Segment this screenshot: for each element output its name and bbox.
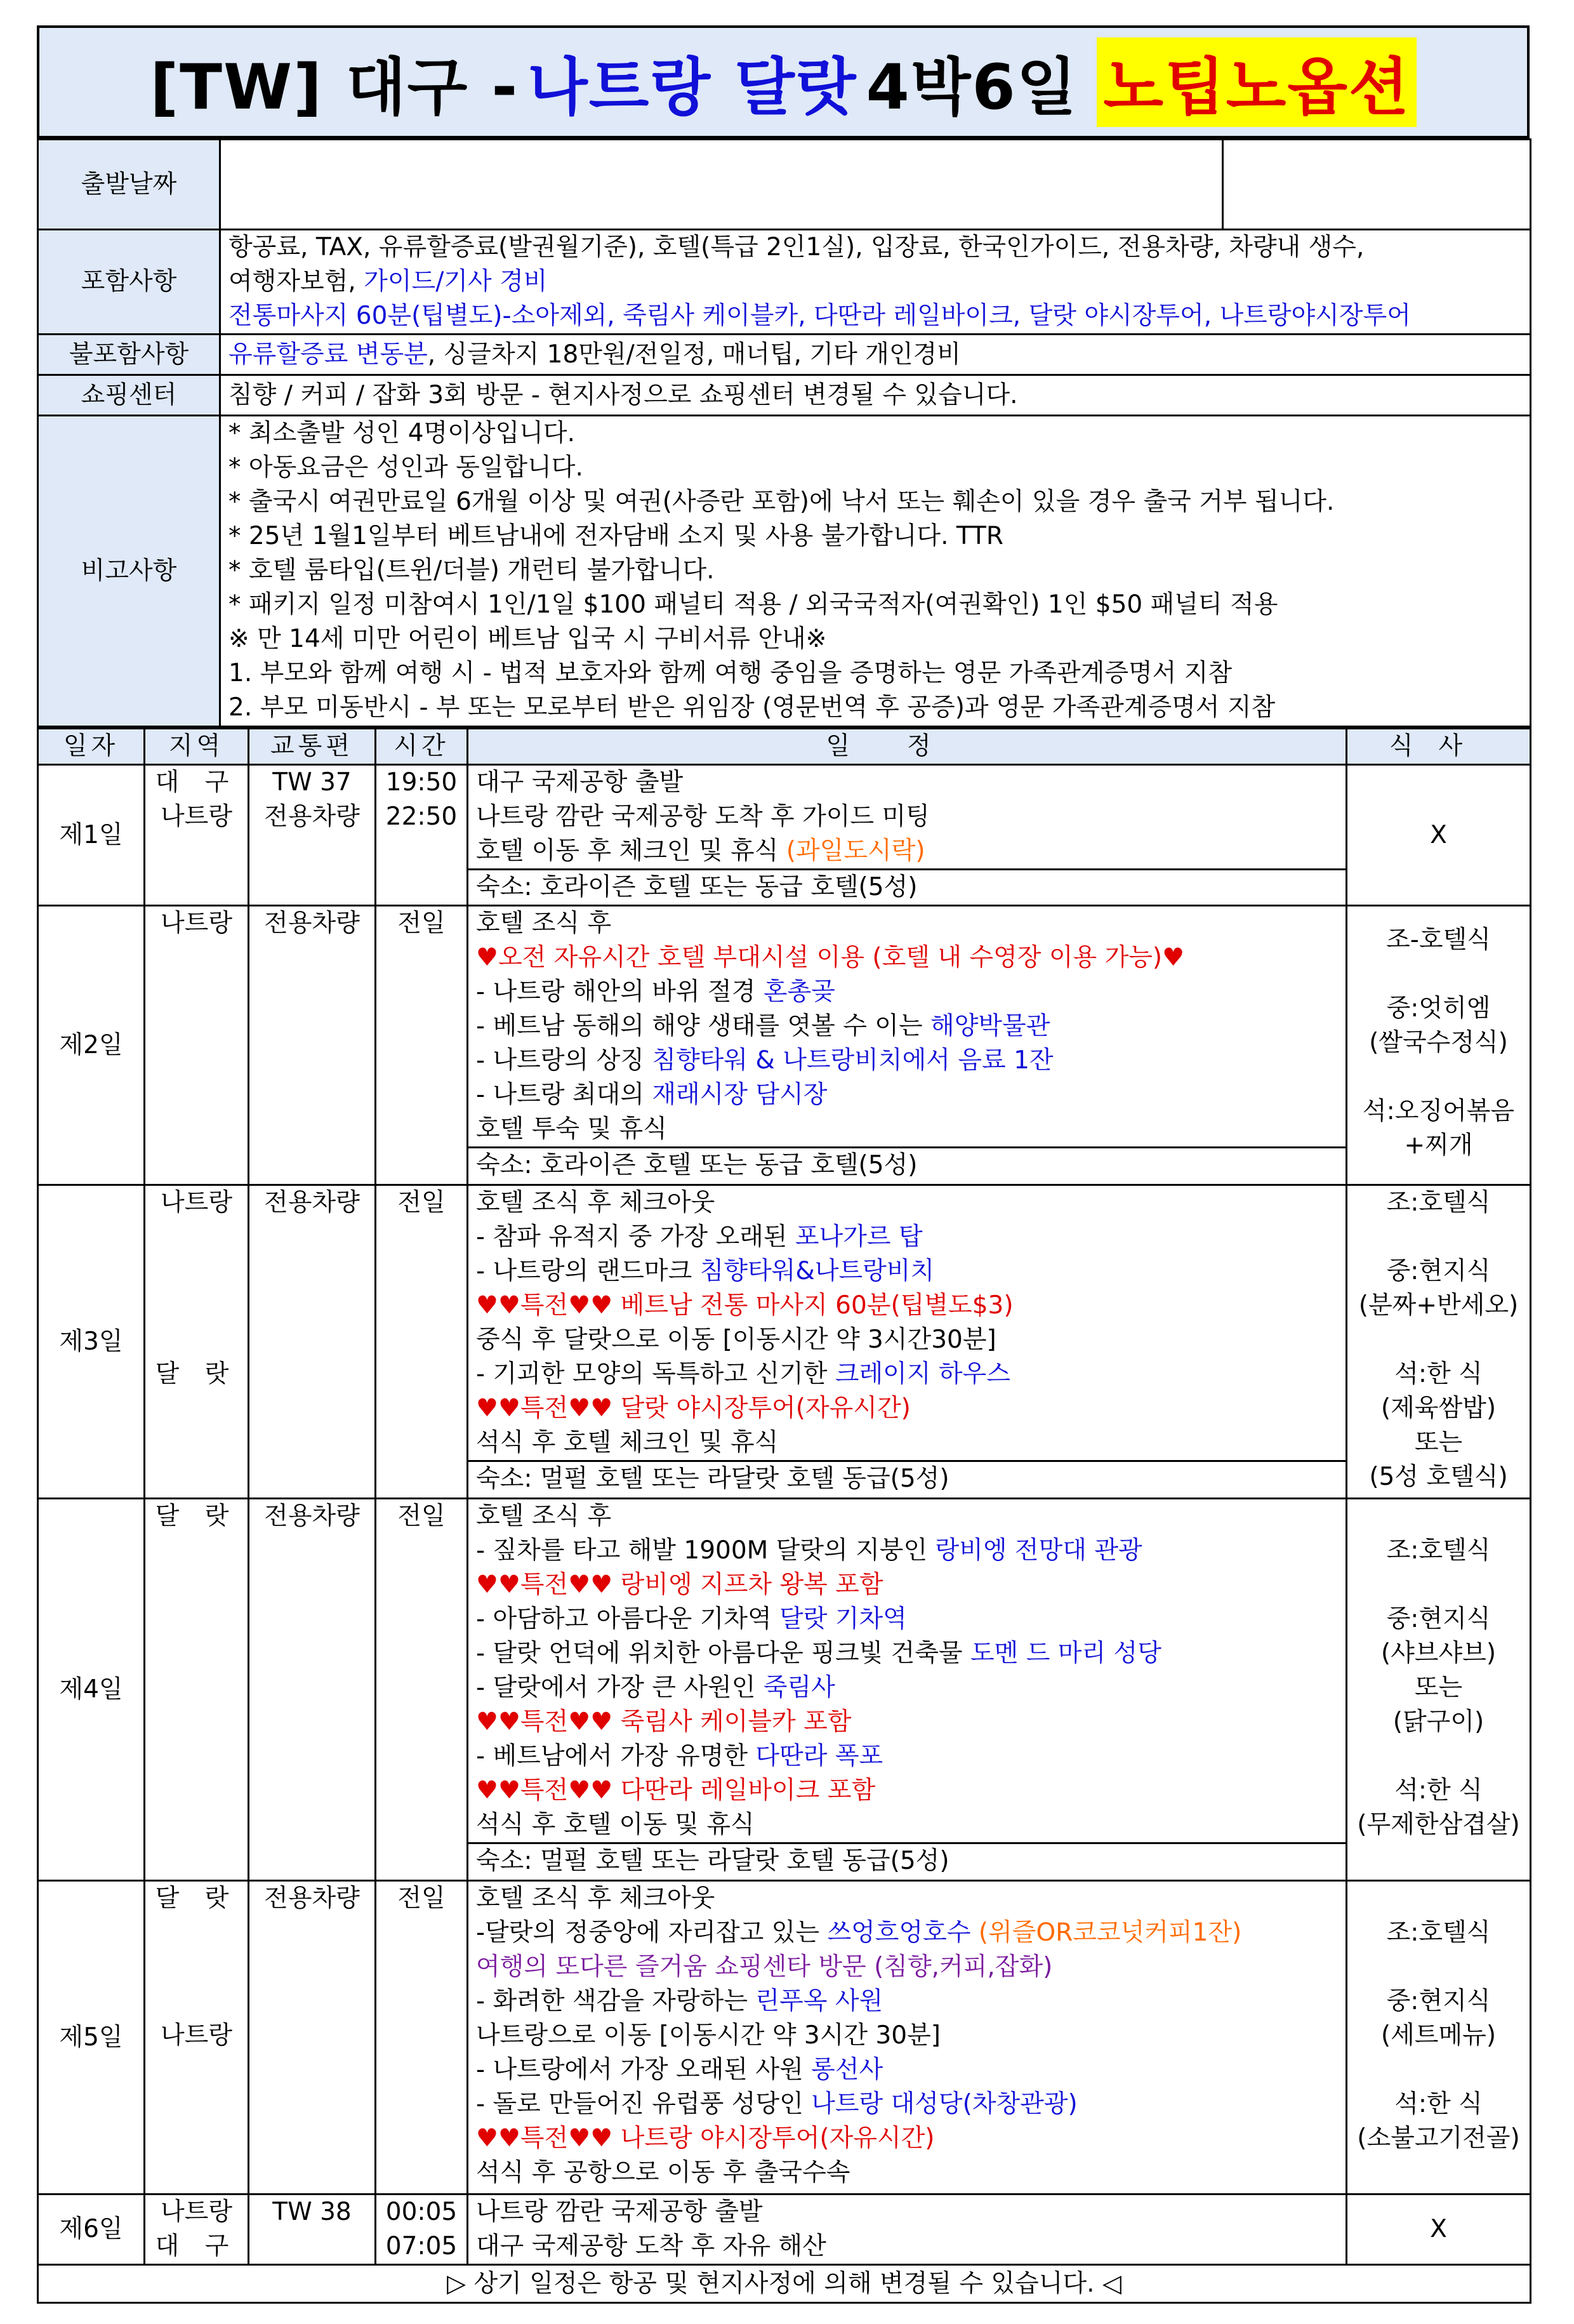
schedule-text: -달랏의 정중앙에 자리잡고 있는 [476,1918,828,1947]
meal-text: 중:현지식 [1386,1605,1491,1633]
day-transport: 전용차량 [249,1881,376,2195]
schedule-highlight: 다딴라 폭포 [755,1742,883,1770]
schedule-text: - 달랏 언덕에 위치한 아름다운 핑크빛 건축물 [476,1639,970,1668]
day-label: 제5일 [38,1881,145,2195]
day-row [38,1881,1531,2195]
day-schedule [468,906,1347,1185]
schedule-line [476,1637,1338,1671]
schedule-line: 대구 국제공항 출발 [476,768,684,797]
itinerary-sheet [37,25,1530,2304]
schedule-line: ♥오전 자유시간 호텔 부대시설 이용 (호텔 내 수영장 이용 가능)♥ [476,943,1185,972]
day-transport: 전용차량 [249,1185,376,1499]
schedule-highlight: 쓰엉흐엉호수 [827,1918,979,1947]
meal-text: 또는 [1414,1673,1463,1702]
schedule-text: - 나트랑 해안의 바위 절경 [476,978,764,1006]
day-time: 전일 [376,1499,468,1881]
schedule-line [476,1254,1338,1289]
exclude-content [220,335,1531,375]
schedule-line: 호텔 조식 후 체크아웃 [476,1884,715,1913]
schedule-highlight: 재래시장 담시장 [652,1080,828,1109]
header-meal: 식사 [1347,729,1531,765]
schedule-line: 대구 국제공항 도착 후 자유 해산 [476,2232,826,2261]
schedule-highlight: 침향타워 & 나트랑비치에서 음료 1잔 [652,1046,1054,1075]
schedule-line: 석식 후 호텔 이동 및 휴식 [476,1810,755,1839]
day-time: 전일 [376,906,468,1185]
schedule-line: 나트랑 깜란 국제공항 도착 후 가이드 미팅 [476,802,930,831]
schedule-highlight: 달랏 기차역 [779,1605,907,1633]
header-region: 지역 [145,729,249,765]
schedule-text: - 달랏에서 가장 큰 사원인 [476,1673,764,1702]
day-label: 제2일 [38,906,145,1185]
schedule-line: 호텔 조식 후 체크아웃 [476,1188,715,1217]
day-region [145,1185,249,1499]
schedule-line [476,1357,1338,1391]
schedule-header-row [38,729,1531,765]
meal-text: 조-호텔식 [1386,926,1491,954]
schedule-line: 나트랑 깜란 국제공항 출발 [476,2198,763,2226]
schedule-line: ♥♥특전♥♥ 베트남 전통 마사지 60분(팁별도$3) [476,1291,1014,1320]
day-region [145,2195,249,2265]
schedule-text: - 베트남에서 가장 유명한 [476,1742,756,1770]
day-row [38,1185,1531,1499]
day-transport: TW 38 [249,2195,376,2265]
schedule-line [476,1984,1338,2019]
meal-text: 석:한 식 [1394,2090,1483,2118]
schedule-highlight: (과일도시락) [786,837,925,865]
schedule-text: - 나트랑 최대의 [476,1080,652,1109]
accommodation-line: 숙소: 멀펄 호텔 또는 라달랏 호텔 동급(5성) [468,1460,1346,1496]
schedule-line [476,1739,1338,1774]
title-badge: 노팁노옵션 [1097,37,1416,127]
schedule-text: - 기괴한 모양의 독특하고 신기한 [476,1360,835,1388]
schedule-highlight: 롱선사 [811,2055,883,2084]
meal-text: 또는 [1414,1428,1463,1457]
region-text: 대 구 [155,768,238,797]
note-line: * 아동요금은 성인과 동일합니다. [228,453,583,482]
schedule-line [476,1671,1338,1705]
meal-text: 석:한 식 [1394,1776,1483,1805]
schedule-line [476,1602,1338,1637]
include-line [228,265,1522,299]
schedule-line: 중식 후 달랏으로 이동 [이동시간 약 3시간30분] [476,1325,996,1354]
meal-text: (무제한삼겹살) [1357,1810,1520,1839]
include-text: 여행자보험, [228,267,364,296]
title-destination: 나트랑 달랏 [527,51,857,124]
day-label: 제4일 [38,1499,145,1881]
meal-text: 석:한 식 [1394,1360,1483,1388]
departure-label: 출발날짜 [38,140,220,230]
include-line: 항공료, TAX, 유류할증료(발권월기준), 호텔(특급 2인1실), 입장료, 한국인가이드, 전용차량, 차량내 생수, [228,233,1365,262]
schedule-line [476,2053,1338,2087]
notes-label: 비고사항 [38,416,220,727]
meal-text: 조:호텔식 [1386,1536,1491,1565]
header-day: 일자 [38,729,145,765]
departure-date-cell [220,140,1223,230]
meal-text: (5성 호텔식) [1369,1463,1508,1491]
schedule-text: - 나트랑에서 가장 오래된 사원 [476,2055,812,2084]
time-text: 07:05 [385,2232,458,2261]
meal-text: (샤브샤브) [1380,1639,1497,1668]
time-text: 22:50 [385,802,458,831]
day-transport [249,765,376,906]
meal-text: (제육쌈밥) [1380,1394,1497,1423]
day-region: 나트랑 [145,906,249,1185]
meal-text: 중:현지식 [1386,1257,1491,1285]
schedule-line: ♥♥특전♥♥ 달랏 야시장투어(자유시간) [476,1394,911,1423]
schedule-line [476,1044,1338,1078]
note-line: * 최소출발 성인 4명이상입니다. [228,419,575,448]
schedule-highlight: (위즐OR코코넛커피1잔) [978,1918,1242,1947]
header-schedule: 일정 [468,729,1347,765]
day-meal: X [1347,2195,1531,2265]
note-line: * 호텔 룸타입(트윈/더블) 개런티 불가합니다. [228,556,715,585]
day-meal: X [1347,765,1531,906]
schedule-text: - 참파 유적지 중 가장 오래된 [476,1223,795,1251]
day-label: 제1일 [38,765,145,906]
schedule-line: 석식 후 호텔 체크인 및 휴식 [476,1428,779,1457]
schedule-line: 호텔 투숙 및 휴식 [476,1115,667,1143]
note-line: * 25년 1월1일부터 베트남내에 전자담배 소지 및 사용 불가합니다. TTR [228,522,1003,550]
day-meal [1347,1185,1531,1499]
region-text: 나트랑 [160,1188,233,1217]
accommodation-line: 숙소: 호라이즌 호텔 또는 동급 호텔(5성) [468,868,1346,905]
schedule-line: 호텔 조식 후 [476,1502,612,1531]
schedule-highlight: 도멘 드 마리 성당 [970,1639,1161,1668]
meal-text: +찌개 [1404,1131,1473,1160]
note-line: ※ 만 14세 미만 어린이 베트남 입국 시 구비서류 안내※ [228,625,827,653]
day-label: 제6일 [38,2195,145,2265]
exclude-label: 불포함사항 [38,335,220,375]
day-meal [1347,906,1531,1185]
schedule-line: ♥♥특전♥♥ 죽림사 케이블카 포함 [476,1708,852,1736]
schedule-line: 석식 후 공항으로 이동 후 출국수속 [476,2158,850,2187]
exclude-rest: , 싱글차지 18만원/전일정, 매너팁, 기타 개인경비 [427,340,961,369]
schedule-text: - 나트랑의 상징 [476,1046,652,1075]
accommodation-line: 숙소: 멀펄 호텔 또는 라달랏 호텔 동급(5성) [468,1842,1346,1878]
region-text: 달 랏 [155,1360,238,1388]
day-row [38,906,1531,1185]
departure-extra-cell [1223,140,1531,230]
schedule-line: 호텔 조식 후 [476,909,612,938]
schedule-highlight: 해양박물관 [930,1012,1050,1040]
transport-text: TW 37 [272,768,352,797]
title-prefix: [TW] 대구 - [150,51,519,124]
footer-note: ▷ 상기 일정은 항공 및 현지사정에 의해 변경될 수 있습니다. ◁ [38,2265,1531,2303]
day-region: 달 랏 [145,1499,249,1881]
shopping-content: 침향 / 커피 / 잡화 3회 방문 - 현지사정으로 쇼핑센터 변경될 수 있습니다. [220,375,1531,416]
region-text: 달 랏 [155,1884,238,1913]
schedule-highlight: 침향타워&나트랑비치 [699,1257,935,1285]
schedule-text: 호텔 이동 후 체크인 및 휴식 [476,837,786,865]
region-text: 나트랑 [160,802,233,831]
meal-text: (닭구이) [1392,1708,1485,1736]
day-time [376,2195,468,2265]
day-meal [1347,1499,1531,1881]
footer-row [38,2265,1531,2303]
schedule-line [476,975,1338,1009]
schedule-text: - 아담하고 아름다운 기차역 [476,1605,780,1633]
schedule-line [476,1220,1338,1254]
notes-content [220,416,1531,727]
schedule-highlight: 크레이지 하우스 [835,1360,1010,1388]
meal-text: (소불고기전골) [1357,2124,1520,2153]
include-label: 포함사항 [38,230,220,335]
day-row [38,765,1531,906]
meal-text: (분짜+반세오) [1358,1291,1519,1320]
schedule-text: - 돌로 만들어진 유럽풍 성당인 [476,2090,812,2118]
day-schedule [468,1185,1347,1499]
schedule-line [476,1534,1338,1568]
title-duration: 4박6일 [866,51,1078,124]
meal-text: 중:현지식 [1386,1987,1491,2015]
day-row [38,2195,1531,2265]
shopping-label: 쇼핑센터 [38,375,220,416]
schedule-highlight: 린푸옥 사원 [755,1987,883,2015]
accommodation-line: 숙소: 호라이즌 호텔 또는 동급 호텔(5성) [468,1146,1346,1183]
schedule-text: - 짚차를 타고 해발 1900M 달랏의 지붕인 [476,1536,936,1565]
day-region [145,1881,249,2195]
day-label: 제3일 [38,1185,145,1499]
schedule-highlight: 혼총곶 [763,978,835,1006]
meal-text: (쌀국수정식) [1369,1028,1508,1057]
schedule-line: 나트랑으로 이동 [이동시간 약 3시간 30분] [476,2021,941,2050]
region-text: 나트랑 [160,2198,233,2226]
schedule-highlight: 죽림사 [763,1673,835,1702]
schedule-highlight: 랑비엥 전망대 관광 [935,1536,1142,1565]
schedule-highlight: 포나가르 탑 [795,1223,923,1251]
schedule-text: - 베트남 동해의 해양 생태를 엿볼 수 이는 [476,1012,931,1040]
header-transport: 교통편 [249,729,376,765]
note-line: * 출국시 여권만료일 6개월 이상 및 여권(사증란 포함)에 낙서 또는 훼손이 있을 경우 출국 거부 됩니다. [228,488,1335,516]
note-line: * 패키지 일정 미참여시 1인/1일 $100 패널티 적용 / 외국국적자(여권확인) 1인 $50 패널티 적용 [228,590,1278,619]
exclude-fuel: 유류할증료 변동분 [228,340,428,369]
day-schedule [468,765,1347,906]
schedule-line: ♥♥특전♥♥ 랑비엥 지프차 왕복 포함 [476,1570,883,1599]
day-schedule [468,1881,1347,2195]
schedule-line: ♥♥특전♥♥ 다딴라 레일바이크 포함 [476,1776,876,1805]
time-text: 00:05 [385,2198,458,2226]
time-text: 19:50 [385,768,458,797]
page-title [37,25,1530,138]
meal-text: 중:엇히엠 [1386,994,1491,1023]
day-schedule [468,1499,1347,1881]
transport-text: 전용차량 [264,802,360,831]
day-row [38,1499,1531,1881]
include-line: 전통마사지 60분(팁별도)-소아제외, 죽림사 케이블카, 다딴라 레일바이크, 달랏 야시장투어, 나트랑야시장투어 [228,302,1411,330]
schedule-text: - 화려한 색감을 자랑하는 [476,1987,756,2015]
region-text: 나트랑 [160,2021,233,2050]
day-transport: 전용차량 [249,1499,376,1881]
day-time: 전일 [376,1881,468,2195]
schedule-line: 여행의 또다른 즐거움 쇼핑센타 방문 (침향,커피,잡화) [476,1953,1053,1981]
schedule-line [476,1009,1338,1044]
region-text: 대 구 [155,2232,238,2261]
schedule-text: - 나트랑의 랜드마크 [476,1257,700,1285]
schedule-line: ♥♥특전♥♥ 나트랑 야시장투어(자유시간) [476,2124,935,2153]
day-time: 전일 [376,1185,468,1499]
info-table [37,138,1531,727]
meal-text: 조:호텔식 [1386,1918,1491,1947]
include-guide-fee: 가이드/기사 경비 [364,267,548,296]
note-line: 2. 부모 미동반시 - 부 또는 모로부터 받은 위임장 (영문번역 후 공증)과 영문 가족관계증명서 지참 [228,693,1276,722]
meal-text: 조:호텔식 [1386,1188,1491,1217]
meal-text: (세트메뉴) [1380,2021,1497,2050]
day-schedule [468,2195,1347,2265]
meal-text: 석:오징어볶음 [1362,1097,1515,1125]
note-line: 1. 부모와 함께 여행 시 - 법적 보호자와 함께 여행 중임을 증명하는 영문 가족관계증명서 지참 [228,659,1233,687]
schedule-table [37,727,1531,2304]
day-meal [1347,1881,1531,2195]
schedule-line [476,1916,1338,1950]
day-transport: 전용차량 [249,906,376,1185]
schedule-line [476,2087,1338,2121]
include-content [220,230,1531,335]
day-region [145,765,249,906]
schedule-line [476,1078,1338,1112]
schedule-highlight: 나트랑 대성당(차창관광) [811,2090,1078,2118]
header-time: 시간 [376,729,468,765]
day-time [376,765,468,906]
schedule-line [476,834,1338,868]
